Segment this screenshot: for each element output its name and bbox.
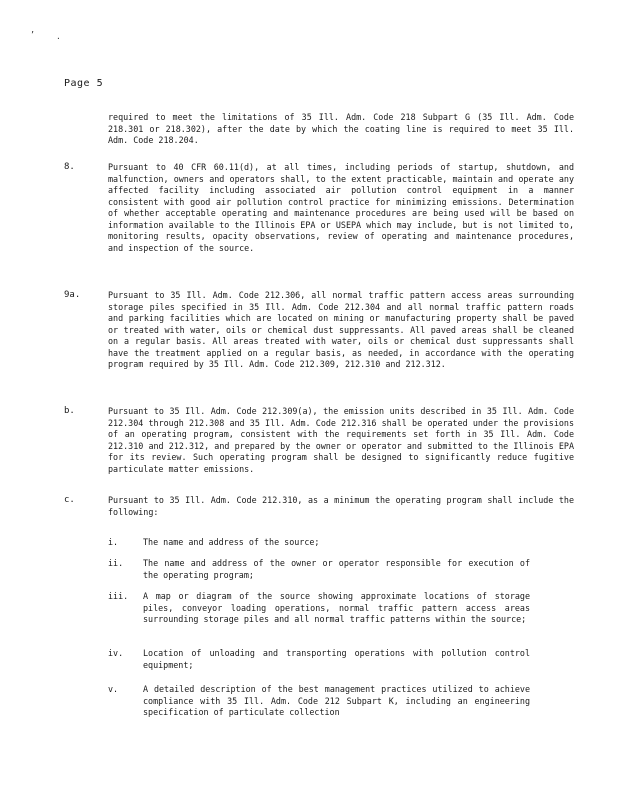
scan-mark: ’ xyxy=(30,30,35,39)
subitem-text: A detailed description of the best management practices utilized to achieve compliance with 35 Ill. Adm. Code 212 Subpart K, including an engineering specification of particulate collection xyxy=(143,684,530,717)
paragraph-text: Pursuant to 40 CFR 60.11(d), at all times, including periods of startup, shutdown, and malfunction, owners and operators shall, to the extent practicable, maintain and operate any affected facility including associated air pollution control equipment in a manner consistent with good air pollution control practice for minimizing emissions. Determination of whether acceptable operating and maintenance procedures are being used will be based on information available to the Illinois EPA or USEPA which may include, but is not limited to, monitoring results, opacity observations, review of operating and maintenance procedures, and inspection of the source. xyxy=(108,162,574,253)
page-number: Page 5 xyxy=(64,78,104,89)
paragraph-9c xyxy=(64,495,574,518)
paragraph-number: b. xyxy=(64,406,75,416)
paragraph-text: Pursuant to 35 Ill. Adm. Code 212.309(a), the emission units described in 35 Ill. Adm. Code 212.304 through 212.308 and 35 Ill. Adm. Code 212.316 shall be operated under the provisions of an operating program, consistent with the requirements set forth in 35 Ill. Adm. Code 212.310 and 212.312, and prepared by the owner or operator and submitted to the Illinois EPA for its review. Such operating program shall be designed to significantly reduce fugitive particulate matter emissions. xyxy=(108,406,574,474)
paragraph-9b xyxy=(64,406,574,475)
subitem-text: A map or diagram of the source showing approximate locations of storage piles, conveyor loading operations, normal traffic pattern access areas surrounding storage piles and all normal traffic patterns within the source; xyxy=(143,591,530,624)
paragraph-text: Pursuant to 35 Ill. Adm. Code 212.310, as a minimum the operating program shall include the following: xyxy=(108,495,574,517)
subitem-ii xyxy=(108,558,530,581)
continuation-text: required to meet the limitations of 35 Ill. Adm. Code 218 Subpart G (35 Ill. Adm. Code 218.301 or 218.302), after the date by which the coating line is required to meet 35 Ill. Adm. Code 218.204. xyxy=(108,112,574,145)
subitem-text: Location of unloading and transporting operations with pollution control equipment; xyxy=(143,648,530,670)
paragraph-number: c. xyxy=(64,495,75,505)
subitem-text: The name and address of the source; xyxy=(143,537,320,547)
subitem-number: i. xyxy=(108,537,119,547)
subitem-text: The name and address of the owner or operator responsible for execution of the operating program; xyxy=(143,558,530,580)
subitem-iii xyxy=(108,591,530,626)
paragraph-9a xyxy=(64,290,574,371)
subitem-v xyxy=(108,684,530,719)
subitem-i xyxy=(108,537,530,549)
subitem-number: ii. xyxy=(108,558,124,568)
subitem-number: iii. xyxy=(108,591,129,601)
paragraph-text: Pursuant to 35 Ill. Adm. Code 212.306, all normal traffic pattern access areas surrounding storage piles specified in 35 Ill. Adm. Code 212.304 and all normal traffic pattern roads and parking facilities which are located on mining or manufacturing property shall be paved or treated with water, oils or chemical dust suppressants. All paved areas shall be cleaned on a regular basis. All areas treated with water, oils or chemical dust suppressants shall have the treatment applied on a regular basis, as needed, in accordance with the operating program required by 35 Ill. Adm. Code 212.309, 212.310 and 212.312. xyxy=(108,290,574,369)
subitem-number: v. xyxy=(108,684,119,694)
subitem-number: iv. xyxy=(108,648,124,658)
scan-mark: · xyxy=(56,34,61,43)
paragraph-8 xyxy=(64,162,574,254)
subitem-iv xyxy=(108,648,530,671)
paragraph-number: 9a. xyxy=(64,290,81,300)
paragraph-number: 8. xyxy=(64,162,75,172)
